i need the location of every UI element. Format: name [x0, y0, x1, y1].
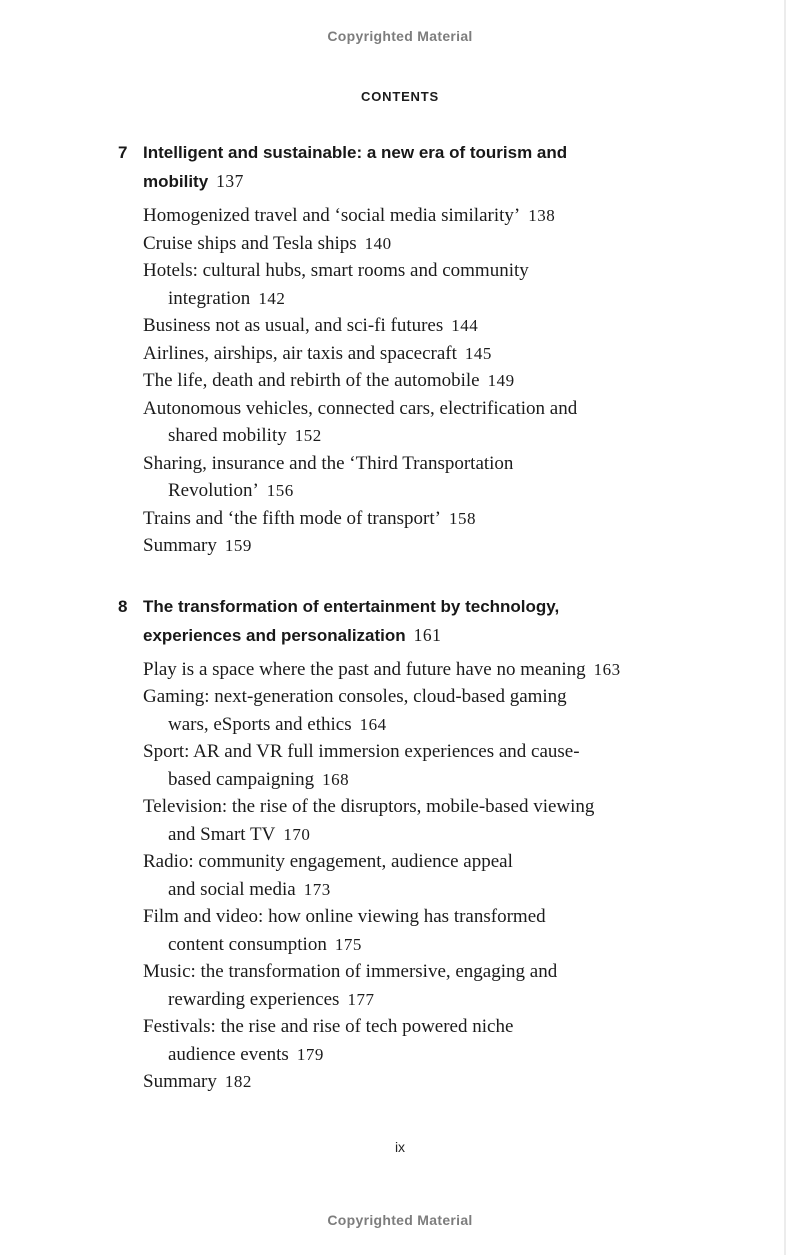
toc-entry-line: Summary 159 — [143, 535, 252, 556]
toc-entry-line: Trains and ‘the fifth mode of transport’ 158 — [143, 507, 476, 529]
toc-entry — [143, 738, 720, 793]
entry-page-number: 152 — [294, 426, 322, 445]
entry-page-number: 140 — [364, 233, 392, 253]
table-of-contents — [118, 139, 720, 1096]
toc-entry-line: and social media 173 — [168, 878, 331, 900]
toc-entry-line: audience events 179 — [168, 1043, 324, 1065]
entry-page-number: 170 — [283, 824, 311, 844]
copyright-notice-bottom: Copyrighted Material — [327, 1212, 473, 1228]
entry-page-number: 177 — [347, 989, 375, 1009]
toc-entry-line: Airlines, airships, air taxis and spacecraft 145 — [143, 342, 492, 364]
toc-entry — [143, 683, 720, 738]
entry-page-number: 182 — [224, 1072, 252, 1091]
toc-entry — [143, 312, 720, 340]
toc-entry — [143, 395, 720, 450]
toc-entry-line: Television: the rise of the disruptors, mobile-based viewing — [143, 796, 595, 817]
entry-page-number: 161 — [413, 624, 442, 645]
toc-entry-line: Autonomous vehicles, connected cars, electrification and — [143, 397, 578, 419]
toc-entry-line: Sport: AR and VR full immersion experiences and cause- — [143, 741, 580, 762]
chapter-block — [118, 593, 720, 1096]
toc-entry-line: Revolution’ 156 — [168, 480, 294, 501]
toc-entry — [143, 202, 720, 230]
chapter-title — [143, 593, 720, 650]
entry-page-number: 164 — [359, 714, 387, 734]
entry-page-number: 156 — [266, 481, 294, 500]
toc-entry — [143, 505, 720, 533]
toc-entry-line: Film and video: how online viewing has transformed — [143, 906, 546, 927]
folio-page-number: ix — [394, 1139, 406, 1155]
toc-entry — [143, 903, 720, 958]
toc-entry — [143, 848, 720, 903]
entry-page-number: 175 — [334, 934, 362, 954]
toc-entry-line: Homogenized travel and ‘social media similarity’ 138 — [143, 205, 556, 226]
chapter-heading — [118, 139, 720, 196]
chapter-title-line: experiences and personalization 161 — [143, 624, 442, 645]
entry-page-number: 144 — [451, 316, 479, 335]
toc-entry-line: rewarding experiences 177 — [168, 988, 375, 1010]
toc-entry-line: Radio: community engagement, audience appeal — [143, 851, 513, 872]
toc-entry-line: The life, death and rebirth of the automobile 149 — [143, 370, 515, 391]
toc-entry-line: Gaming: next-generation consoles, cloud-based gaming — [143, 686, 567, 707]
chapter-entries — [143, 656, 720, 1096]
toc-entry-line: Play is a space where the past and future have no meaning 163 — [143, 658, 621, 680]
chapter-block — [118, 139, 720, 560]
toc-entry — [143, 958, 720, 1013]
chapter-title-line: Intelligent and sustainable: a new era of tourism and — [143, 143, 568, 162]
toc-entry-line: wars, eSports and ethics 164 — [168, 713, 387, 735]
toc-entry-line: Business not as usual, and sci-fi futures 144 — [143, 315, 479, 336]
toc-entry-line: integration 142 — [168, 287, 286, 309]
toc-entry-line: Festivals: the rise and rise of tech powered niche — [143, 1016, 514, 1037]
toc-entry-line: content consumption 175 — [168, 933, 362, 955]
toc-entry-line: Music: the transformation of immersive, engaging and — [143, 961, 558, 982]
chapter-number: 7 — [118, 143, 128, 162]
entry-page-number: 145 — [464, 343, 492, 363]
copyright-notice-top: Copyrighted Material — [327, 28, 473, 44]
toc-entry — [143, 1013, 720, 1068]
toc-entry-line: Cruise ships and Tesla ships 140 — [143, 232, 392, 254]
toc-entry — [143, 793, 720, 848]
chapter-title — [143, 139, 720, 196]
toc-entry-line: Sharing, insurance and the ‘Third Transportation — [143, 452, 514, 474]
entry-page-number: 142 — [258, 288, 286, 308]
toc-entry — [143, 656, 720, 684]
toc-entry-line: based campaigning 168 — [168, 768, 350, 790]
chapter-title-line: The transformation of entertainment by technology, — [143, 596, 560, 616]
page-edge-divider — [784, 0, 786, 1255]
toc-entry-line: and Smart TV 170 — [168, 823, 311, 845]
entry-page-number: 158 — [448, 508, 476, 528]
entry-page-number: 159 — [224, 536, 252, 555]
toc-entry — [143, 340, 720, 368]
chapter-title-line: mobility 137 — [143, 171, 244, 191]
entry-page-number: 179 — [296, 1044, 324, 1064]
toc-entry — [143, 450, 720, 505]
chapter-number: 8 — [118, 596, 128, 616]
contents-heading: CONTENTS — [361, 89, 439, 104]
toc-entry — [143, 257, 720, 312]
toc-entry-line: Hotels: cultural hubs, smart rooms and community — [143, 260, 529, 281]
entry-page-number: 173 — [303, 879, 331, 899]
entry-page-number: 149 — [487, 371, 515, 390]
entry-page-number: 138 — [528, 206, 556, 225]
toc-entry — [143, 367, 720, 395]
toc-entry — [143, 230, 720, 258]
toc-entry — [143, 532, 720, 560]
chapter-heading — [118, 593, 720, 650]
toc-entry — [143, 1068, 720, 1096]
entry-page-number: 168 — [322, 769, 350, 789]
toc-entry-line: shared mobility 152 — [168, 425, 322, 446]
toc-entry-line: Summary 182 — [143, 1071, 252, 1092]
chapter-entries — [143, 202, 720, 560]
entry-page-number: 163 — [593, 659, 621, 679]
entry-page-number: 137 — [216, 171, 244, 191]
